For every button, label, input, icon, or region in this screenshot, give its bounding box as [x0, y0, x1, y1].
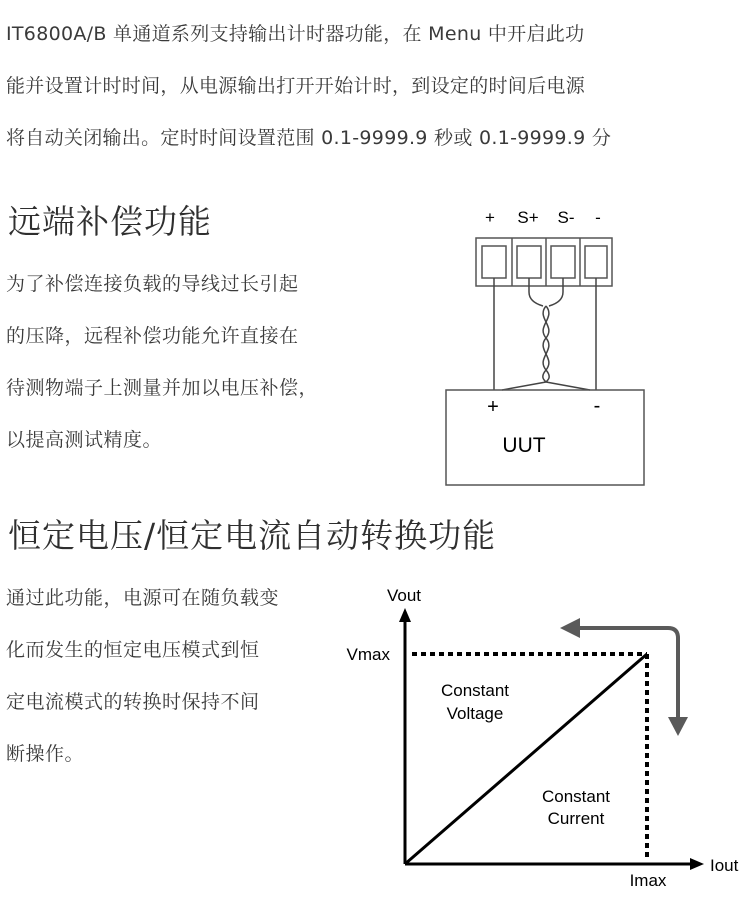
uut-minus-label: -: [593, 395, 601, 417]
vmax-label: Vmax: [346, 645, 390, 664]
terminal-label-minus: -: [595, 208, 601, 227]
cv-cc-chart: [330, 580, 750, 895]
y-axis-arrowhead: [399, 608, 411, 622]
terminal-block: [476, 238, 612, 286]
sense-wires: [494, 278, 596, 390]
remote-sense-title: 远端补偿功能: [8, 202, 212, 241]
remote-sense-line: 的压降，远程补偿功能允许直接在: [6, 325, 299, 347]
uut-label: UUT: [502, 434, 546, 457]
intro-line: 能并设置计时时间，从电源输出打开开始计时，到设定的时间后电源: [6, 75, 586, 97]
terminal-label-sense-minus: S-: [557, 208, 575, 227]
arrow-left-head: [560, 618, 580, 638]
cv-cc-line: 通过此功能，电源可在随负载变: [6, 587, 280, 609]
cv-cc-line: 断操作。: [6, 743, 85, 765]
cv-cc-paragraph: [6, 572, 279, 780]
cv-label-line2: Voltage: [446, 704, 504, 723]
intro-line: 将自动关闭输出。定时时间设置范围 0.1-9999.9 秒或 0.1-9999.9 分: [6, 127, 612, 149]
remote-sense-diagram: [440, 200, 660, 495]
remote-sense-line: 以提高测试精度。: [6, 429, 163, 451]
cv-label-line1: Constant: [440, 681, 510, 700]
cv-cc-line: 化而发生的恒定电压模式到恒: [6, 639, 260, 661]
remote-sense-paragraph: [6, 258, 318, 466]
imax-label: Imax: [629, 871, 667, 890]
cc-label-line1: Constant: [541, 787, 611, 806]
x-axis-label: Iout: [710, 856, 739, 875]
cv-cc-title: 恒定电压/恒定电流自动转换功能: [8, 516, 497, 555]
uut-plus-label: +: [487, 396, 499, 418]
intro-paragraph: [6, 8, 748, 164]
y-axis-label: Vout: [386, 586, 422, 605]
terminal-label-sense-plus: S+: [517, 208, 539, 227]
remote-sense-line: 为了补偿连接负载的导线过长引起: [6, 273, 299, 295]
arrow-down-head: [668, 717, 688, 736]
cv-to-cc-arrow: [577, 628, 678, 720]
x-axis-arrowhead: [690, 858, 704, 870]
cc-label-line2: Current: [547, 809, 605, 828]
intro-line: IT6800A/B 单通道系列支持输出计时器功能，在 Menu 中开启此功: [6, 23, 585, 45]
cv-cc-line: 定电流模式的转换时保持不间: [6, 691, 260, 713]
terminal-label-plus: +: [485, 208, 495, 227]
remote-sense-line: 待测物端子上测量并加以电压补偿，: [6, 377, 319, 399]
